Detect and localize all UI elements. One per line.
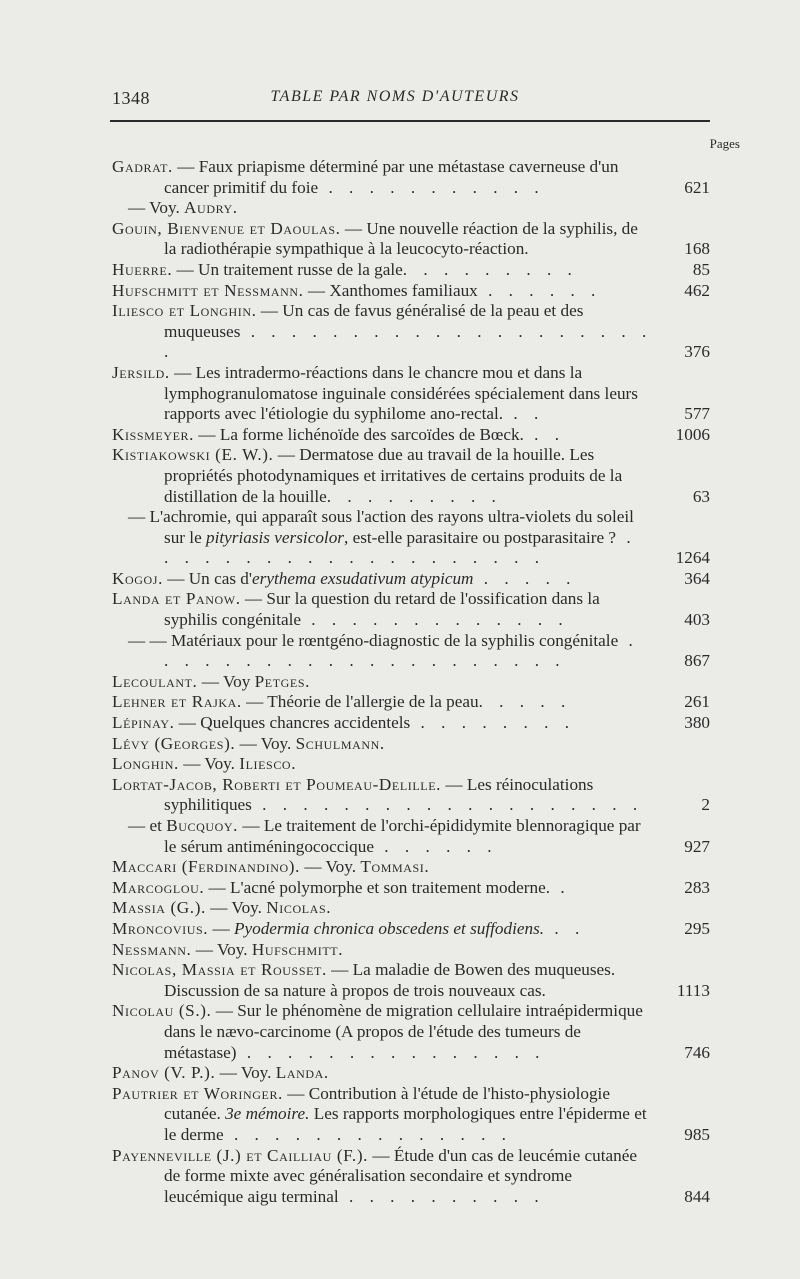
entry-author: Lecoulant. — [112, 671, 198, 691]
entry-author: Nicolas, Massia et Rousset. — [112, 960, 327, 980]
index-entry — [112, 363, 710, 425]
entry-author: Massia (G.). — [112, 898, 206, 918]
entry-text: — — Matériaux pour le rœntgéno-diagnostic de la syphilis congénitale — [128, 630, 619, 650]
entry-author: Gadrat. — [112, 157, 173, 176]
index-entry — [112, 1084, 710, 1146]
entry-author: Lehner et Rajka. — [112, 692, 242, 712]
entry-author: Hufschmitt et Nessmann. — [112, 280, 304, 300]
entry-text: — Sur la question du retard de l'ossification dans la syphilis congénitale — [164, 589, 600, 630]
dot-leader: . . . . . . . . . . — [338, 1186, 545, 1206]
author-index — [112, 157, 710, 1207]
entry-page: 403 — [684, 610, 710, 630]
entry-page: 85 — [692, 259, 710, 279]
index-entry — [112, 219, 710, 260]
index-entry — [112, 631, 710, 672]
entry-page: 1113 — [676, 980, 710, 1000]
entry-page: 927 — [684, 836, 710, 856]
entry-text: — Une nouvelle réaction de la syphilis, de la radiothérapie sympathique à la leucocyto-réaction. — [164, 218, 638, 259]
index-entry — [112, 692, 710, 713]
index-entry — [112, 713, 710, 734]
index-entry — [112, 569, 710, 590]
entry-text: — Voy. — [205, 898, 267, 918]
index-entry — [112, 1001, 710, 1063]
dot-leader: . . . . . . . . . . . . . . . . . . . . . — [164, 321, 653, 362]
entry-reference: Tommasi. — [360, 857, 430, 877]
entry-page: 261 — [684, 692, 710, 712]
entry-text: — Théorie de l'allergie de la peau — [241, 692, 479, 712]
entry-author: Payenneville (J.) et Cailliau (F.). — [112, 1145, 369, 1165]
entry-reference: Landa. — [275, 1063, 329, 1083]
entry-author: Pautrier et Woringer. — [112, 1083, 283, 1103]
running-title: TABLE PAR NOMS D'AUTEURS — [270, 88, 520, 105]
entry-text: — Quelques chancres accidentels — [174, 713, 411, 733]
entry-author: Lortat-Jacob, Roberti et Poumeau-Delille. — [112, 774, 442, 794]
index-entry — [112, 1146, 710, 1208]
index-entry — [112, 157, 710, 198]
entry-text: — Un cas de favus généralisé de la peau et des muqueuses — [164, 301, 584, 341]
entry-text-tail: — Le traitement de l'orchi-épididymite blennoragique par le sérum antiméningococcique — [164, 816, 641, 856]
entry-text: — Étude d'un cas de leucémie cutanée de forme mixte avec généralisation secondaire et syndrome leucémique aigu terminal — [164, 1145, 637, 1206]
entry-author: Nicolau (S.). — [112, 1001, 212, 1021]
index-entry — [112, 775, 710, 816]
entry-author: Gouin, Bienvenue et Daoulas. — [112, 218, 341, 238]
entry-text: — Sur le phénomène de migration cellulaire intraépidermique dans le nævo-carcinome (A propos de l'étude des tumeurs de métastase) — [164, 1001, 643, 1062]
entry-reference: Nicolas. — [266, 898, 332, 918]
entry-author: Kissmeyer. — [112, 424, 195, 444]
dot-leader: . . . . . . — [477, 280, 602, 300]
entry-author: Kogoj. — [112, 568, 163, 588]
entry-text: — Voy. — [128, 198, 185, 218]
dot-leader: . . . . . . . . . . . . . . . . . . . . — [164, 527, 637, 568]
entry-reference: Iliesco. — [239, 754, 297, 774]
entry-page: 462 — [684, 280, 710, 300]
entry-text: — Voy. — [300, 857, 361, 877]
pages-column-label: Pages — [709, 136, 740, 151]
entry-page: 746 — [684, 1042, 710, 1062]
entry-text: — Un traitement russe de la gale — [172, 259, 403, 279]
entry-italic-term: pityriasis versicolor — [206, 527, 344, 547]
entry-italic-term: 3e mémoire. — [225, 1104, 310, 1124]
entry-text: — — [208, 918, 234, 938]
entry-author: Landa et Panow. — [112, 589, 241, 609]
entry-author: Lévy (Georges). — [112, 733, 236, 753]
entry-author: Nessmann. — [112, 939, 192, 959]
entry-author: Marcoglou. — [112, 877, 205, 897]
index-entry — [112, 960, 710, 1001]
index-entry — [112, 281, 710, 302]
entry-page: 844 — [684, 1186, 710, 1206]
dot-leader: . . . . . . . . . . . . . . . . . . . . . — [164, 630, 639, 671]
dot-leader: . . — [503, 404, 545, 424]
dot-leader: . . . . . . — [374, 836, 498, 856]
index-entry — [112, 260, 710, 281]
entry-page: 283 — [684, 877, 710, 897]
index-entry — [112, 816, 710, 857]
entry-reference: Petges. — [254, 671, 311, 691]
entry-author: Maccari (Ferdinandino). — [112, 857, 301, 877]
index-entry — [112, 589, 710, 630]
entry-reference: Hufschmitt. — [251, 939, 344, 959]
entry-page: 63 — [692, 486, 710, 506]
entry-page: 1264 — [675, 548, 710, 568]
index-entry — [112, 919, 710, 940]
entry-page: 577 — [684, 404, 710, 424]
entry-text: — La forme lichénoïde des sarcoïdes de Bœck. — [194, 424, 524, 444]
dot-leader: . . . . . . . . . . . — [318, 177, 545, 197]
entry-text: — L'achromie, qui apparaît sous l'action des rayons ultra-violets du soleil sur le — [128, 507, 634, 547]
dot-leader: . . . . . . . . . . . . . . . . . . . — [251, 795, 644, 815]
entry-page: 295 — [684, 918, 710, 938]
entry-author: Kistiakowski (E. W.). — [112, 445, 274, 465]
entry-text: — Voy. — [191, 939, 252, 959]
entry-text: — La maladie de Bowen des muqueuses. Discussion de sa nature à propos de trois nouveaux cas. — [164, 960, 616, 1000]
entry-text-tail: , est-elle parasitaire ou postparasitaire ? — [344, 527, 617, 547]
index-entry — [112, 445, 710, 507]
index-entry — [112, 898, 710, 919]
entry-page: 867 — [684, 651, 710, 671]
index-entry — [112, 425, 710, 446]
entry-italic-term: Pyodermia chronica obscedens et suffodiens. — [233, 918, 545, 938]
header-rule — [110, 120, 710, 122]
index-entry — [112, 754, 710, 775]
entry-text: — Contribution à l'étude de l'histo-physiologie cutanée. — [164, 1083, 610, 1124]
entry-reference: Bucquoy. — [166, 816, 239, 835]
entry-author: Longhin. — [112, 754, 179, 774]
entry-page: 168 — [684, 239, 710, 259]
dot-leader: . . . . . . . . . . . . . . . — [236, 1042, 546, 1062]
dot-leader: . . . . . . . . . — [326, 486, 502, 506]
dot-leader: . . . . . . . . — [410, 713, 575, 733]
entry-text: — Les réinoculations syphilitiques — [164, 774, 594, 815]
entry-page: 1006 — [675, 424, 710, 444]
index-entry — [112, 507, 710, 569]
index-entry — [112, 198, 710, 219]
entry-page: 985 — [684, 1124, 710, 1144]
entry-text: — L'acné polymorphe et son traitement moderne. — [204, 877, 551, 897]
entry-italic-term: erythema exsudativum atypicum — [252, 568, 474, 588]
entry-text: — Voy — [197, 671, 255, 691]
entry-author: Huerre. — [112, 259, 173, 279]
entry-text: — Voy. — [178, 754, 240, 774]
entry-page: 364 — [684, 568, 710, 588]
index-entry — [112, 857, 710, 878]
entry-text: — Les intradermo-réactions dans le chancre mou et dans la lymphogranulomatose inguinale considérées spécialement dans leurs rapports avec l'étiologie du syphilome ano-rectal. — [164, 362, 638, 424]
index-entry — [112, 878, 710, 899]
dot-leader: . . . . . — [478, 692, 572, 712]
entry-text: — Dermatose due au travail de la houille. Les propriétés photodynamiques et irritatives de certains produits de la distillation de la houille — [164, 445, 623, 506]
entry-page: 376 — [684, 342, 710, 362]
entry-page: 621 — [684, 177, 710, 197]
entry-author: Jersild. — [112, 362, 170, 382]
entry-text: — Faux priapisme déterminé par une métastase caverneuse d'un cancer primitif du foie — [164, 157, 619, 197]
index-entry — [112, 301, 710, 363]
dot-leader: . . — [523, 424, 566, 444]
dot-leader: . . . . . . . . . . . . . . — [223, 1124, 512, 1144]
entry-page: 380 — [684, 713, 710, 733]
entry-text-tail: Les rapports morphologiques entre l'épiderme et le derme — [164, 1104, 647, 1144]
index-entry — [112, 940, 710, 961]
entry-text: — et — [128, 816, 167, 835]
page-number: 1348 — [112, 88, 150, 108]
entry-text: — Voy. — [215, 1063, 276, 1083]
index-entry — [112, 672, 710, 693]
entry-author: Mroncovius. — [112, 918, 209, 938]
entry-page: 2 — [701, 795, 710, 815]
entry-author: Panov (V. P.). — [112, 1063, 216, 1083]
index-entry — [112, 1063, 710, 1084]
index-entry — [112, 734, 710, 755]
dot-leader: . . . . . — [473, 568, 577, 588]
dot-leader: . — [550, 877, 571, 897]
entry-reference: Audry. — [184, 198, 238, 218]
entry-reference: Schulmann. — [295, 733, 385, 753]
entry-text: — Xanthomes familiaux — [303, 280, 478, 300]
entry-text: — Voy. — [235, 733, 296, 753]
entry-author: Iliesco et Longhin. — [112, 301, 257, 321]
dot-leader: . . . . . . . . . — [402, 259, 578, 279]
dot-leader: . . . . . . . . . . . . . — [301, 610, 569, 630]
entry-text: — Un cas d' — [162, 568, 253, 588]
entry-author: Lépinay. — [112, 713, 175, 733]
dot-leader: . . — [544, 918, 586, 938]
